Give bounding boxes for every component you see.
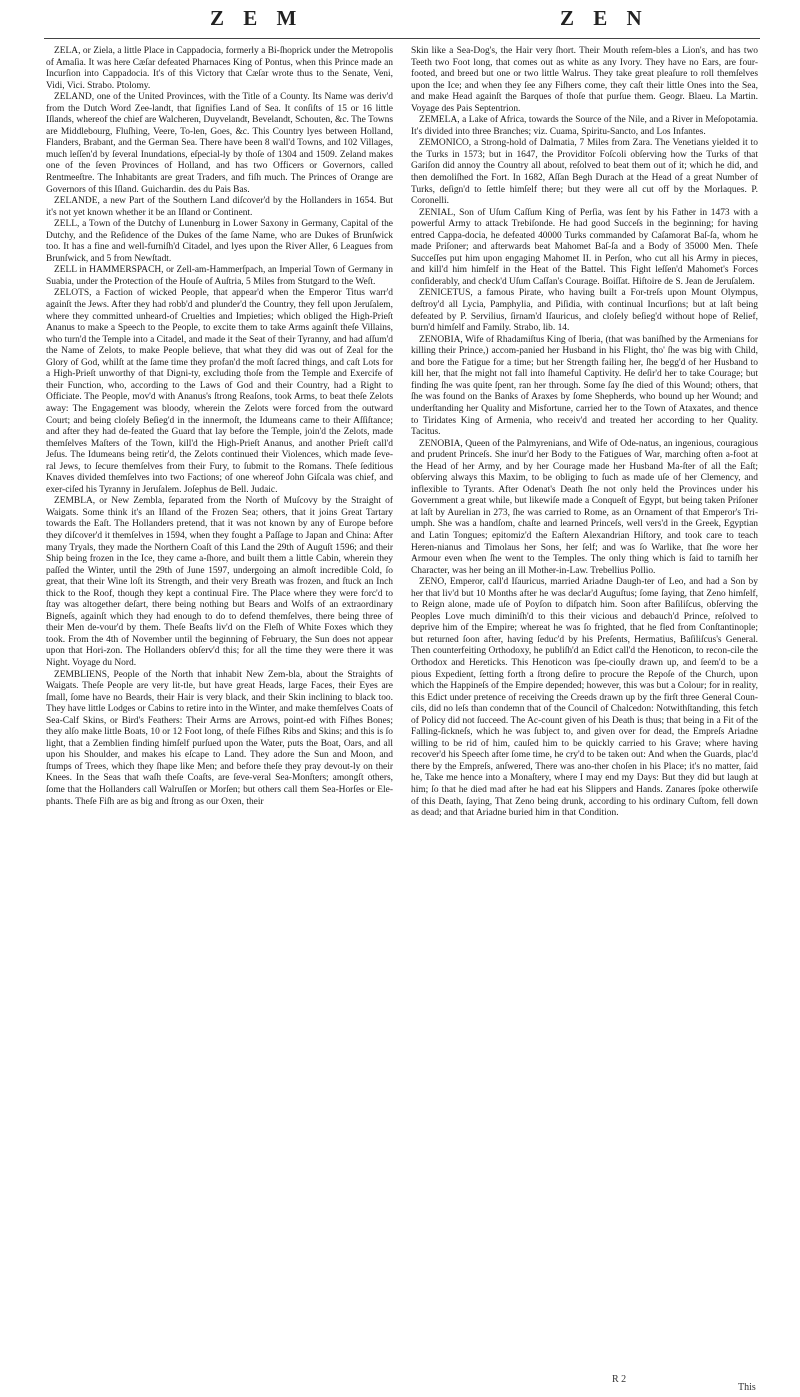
running-head bbox=[20, 6, 780, 32]
signature-mark: R 2 bbox=[612, 1374, 627, 1385]
entry-zembla: ZEMBLA, or New Zembla, ſeparated from the North of Muſcovy by the Straight of Waigats. Some think it's an Iſland of the Frozen Sea; others, that it joins Great Tartary towards the Eaſt. The Hollanders pretend, that it was not known by any of Europe before they diſcover'd it themſelves in 1594, when they fought a Paſſage to Japan and China: After many Tryals, they made the Northern Coaſt of this Land the 29th of Auguſt 1596; and their Ship being frozen in the Ice, they came a-ſhore, and built them a little Cabin, wherein they paſſed the Winter, until the 29th of June 1597, undergoing an almoſt incredible Cold, ſo great, that their Wine loſt its Strength, and their very Breath was frozen, and ſtuck an Inch thick to the Roof, though they kept a continual Fire. The Place where they were forc'd to ſtay was altogether deſart, there being nothing but Bears and Wolfs of an extraordinary Bigneſs, againſt which they had enough to do to defend themſelves, there being three of their Men de-vour'd by them. Theſe Beaſts liv'd on the Fleſh of White Foxes which they took. From the 4th of November until the beginning of February, the Sun does not appear upon that Hori-zon. The Hollanders obſerv'd this; for all the time they were there it was Night. Voyage du Nord. bbox=[46, 496, 393, 668]
entry-zembliens: ZEMBLIENS, People of the North that inhabit New Zem-bla, about the Straights of Waigats. Theſe People are very lit-tle, but have great Heads, large Faces, their Eyes are ſmall, ſome have no Beards, their Hair is very black, and their Skin inclining to black too. They have little Lodges or Cabins to retire into in the Winter, and make themſelves Coats of Sea-Calf Skins, or Bird's Feathers: Their Arms are Arrows, point-ed with Fiſhes Bones; they alſo make little Boats, 10 or 12 Foot long, of theſe Fiſhes Ribs and Skins; and this is ſo light, that a Zemblien finding himſelf purſued upon the Water, puts the Boat, Oars, and all upon his Shoulder, and makes his eſcape to Land. They adore the Sun and Moon, and ſtumps of Trees, which they ſhape like Men; and before theſe they pray devout-ly on their Knees. In the Seas that waſh theſe Coaſts, are ſeve-veral Sea-Monſters; amongſt others, ſome that the Hollanders call Walruſſen or Morſen; but others call them Sea-Horſes or Ele-phants. Theſe Fiſh are as big and ſtrong as our Oxen, their bbox=[46, 669, 393, 807]
entry-zelande: ZELANDE, a new Part of the Southern Land diſcover'd by the Hollanders in 1654. But it's not yet known whether it be an Iſland or Continent. bbox=[46, 196, 393, 218]
running-head-right: Z E N bbox=[560, 6, 649, 30]
entry-zeland: ZELAND, one of the United Provinces, with the Title of a County. Its Name was deriv'd from the Dutch Word Zee-landt, that ſignifies Land of Sea. It conſiſts of 15 or 16 little Iſlands, whereof the chief are Walcheren, Duyvelandt, Bevelandt, Schouten, &c. The Towns are Middlebourg, Fluſhing, Veere, To-len, Goes, &c. This Country lyes between Holland, Flanders, Brabant, and the German Sea. There have been 8 wall'd Towns, and 102 Villages, much leſſen'd by ſeveral Inundations, eſpecial-ly by thoſe of 1304 and 1509. Zeland makes one of the ſeven Provinces of Holland, and has two Officers or Governors, called Rentmeeſtre. The Inhabitants are great Traders, and fiſh much. The Princes of Orange are Governors of this Iſland. Guichardin. des du Pais Bas. bbox=[46, 92, 393, 195]
entry-zemonico: ZEMONICO, a Strong-hold of Dalmatia, 7 Miles from Zara. The Venetians yielded it to the Turks in 1573; but in 1647, the Providitor Foſcoli obſerving how the Turks of that Gariſon did annoy the Country all about, reſolved to beat them out of it; which he did, and then demoliſhed the Fort. In 1682, Aſſan Begh Durach at the Head of a great Number of Turks, deſign'd to ſettle himſelf there; but they were all cut off by the Morlaques. P. Coronelli. bbox=[411, 138, 758, 207]
entry-zenicetus: ZENICETUS, a famous Pirate, who having built a For-treſs upon Mount Olympus, deſtroy'd all Lycia, Pamphylia, and Piſidia, with continual Incurſions; but at laſt being defeated by P. Servilius, ſirnam'd Iſauricus, and cloſely beſieg'd without hope of Relief, burn'd himſelf and Family. Strabo, lib. 14. bbox=[411, 288, 758, 334]
entry-zemela: ZEMELA, a Lake of Africa, towards the Source of the Nile, and a River in Meſopotamia. It's divided into three Branches; viz. Cuama, Spiritu-Sancto, and Los Infantes. bbox=[411, 115, 758, 137]
catchword: This bbox=[738, 1382, 756, 1393]
left-column bbox=[46, 46, 393, 1372]
text-columns bbox=[46, 46, 758, 1372]
entry-zenobia-palmyra: ZENOBIA, Queen of the Palmyrenians, and Wife of Ode-natus, an ingenious, couragious and prudent Princeſs. She inur'd her Body to the Fatigues of War, marching often a-foot at the Head of her Army, and by her Courage made her Husband Ma-ſter of all the Eaſt; obſerving always this Maxim, to be obliging to ſuch as made uſe of her Clemency, and inflexible to Tyrants. After Odenat's Death ſhe not only held the Provinces under his Government a great while, but likewiſe made a Conqueſt of Egypt, but being taken Priſoner at laſt by Aurelian in 273, ſhe was carried to Rome, as an Ornament of that Emperor's Tri-umph. She was a handſom, chaſte and learned Princeſs, well vers'd in the Greek, Egyptian and Latin Tongues; epitomiz'd the Eaſtern Alexandrian Hiſtory, and took care to teach Heren-nianus and Timolaus her Sons, her ſelf; and was ſo Warlike, that ſhe wore her Armour even when ſhe went to the Temples. The only thing which is ſaid to tarniſh her Character, was her being an ill Mother-in-Law. Trebellius Pollio. bbox=[411, 438, 758, 576]
entry-zell: ZELL, a Town of the Dutchy of Lunenburg in Lower Saxony in Germany, Capital of the Dutchy, and the Reſidence of the Dukes of the ſame Name, who are Dukes of Brunſwick too. It has a fine and well-furniſh'd Citadel, and lyes upon the River Aller, 6 Leagues from Brunſwick, and 5 from Newſtadt. bbox=[46, 219, 393, 264]
right-column bbox=[411, 46, 758, 1372]
entry-zell-hammerspach: ZELL in HAMMERSPACH, or Zell-am-Hammerſpach, an Imperial Town of Germany in Suabia, under the Protection of the Houſe of Auſtria, 5 Miles from Stutgard to the Weſt. bbox=[46, 265, 393, 287]
entry-zela: ZELA, or Ziela, a little Place in Cappadocia, formerly a Bi-ſhoprick under the Metropolis of Amaſia. It was here Cæſar defeated Pharnaces King of Pontus, when this Prince made an Incurſion into Cappadocia. It's of this Victory that Cæſar wrote thus to the Senate, Veni, Vidi, Vici. Strabo. Ptolomy. bbox=[46, 46, 393, 91]
entry-zenial: ZENIAL, Son of Uſum Caſſum King of Perſia, was ſent by his Father in 1473 with a powerful Army to attack Trebiſonde. He had good Succeſs in the beginning; for having entred Cappa-docia, he defeated 40000 Turks commanded by Caſamorat Baſ-ſa, whom he made Priſoner; and afterwards beat Mahomet Baſ-ſa and a Body of 35000 Men. Theſe Succeſſes put him upon engaging Mahomet II. in Perſon, who cut all his Army in pieces, and kill'd him himſelf in the Heat of the Battel. This Fight leſſen'd Mahomet's Forces conſiderably, and check'd Uſum Caſſan's Courage. Boiſſat. Hiſtoire de S. Jean de Jeruſalem. bbox=[411, 207, 758, 287]
entry-zelots: ZELOTS, a Faction of wicked People, that appear'd when the Emperor Titus warr'd againſt the Jews. After they had robb'd and plunder'd the Country, they fell upon Jeruſalem, where they committed unheard-of Cruelties and Impieties; which obliged the High-Prieſt Ananus to make a Speech to the People, to excite them to take Arms againſt theſe Villains, who turn'd the Temple into a Citadel, and made it the Seat of their Tyranny, and had aſſum'd the Name of Zelots, to make People believe, that what they did was out of Zeal for the Glory of God, whilſt at the ſame time they profan'd the moſt ſacred things, and caſt Lots for a High-Prieſt unworthy of that Digni-ty, excluding thoſe from the Temple and Exercife of their Function, who, according to the Laws of God and their Country, had a Right to Officiate. The People, mov'd with Ananus's ſtrong Reaſons, took Arms, to beat theſe Zelots away: The Engagement was bloody, wherein the Zelots were forced from the outward Court; and being cloſely Beſieg'd in the innermoſt, the Idumeans came to their Aſſiſtance; and after they had de-feated the Guard that lay before the Temple, join'd the Zelots, made themſelves Maſters of the Town, kill'd the High-Prieſt Ananus, and another Prieſt call'd Jeſus. The Idumeans being retir'd, the Zelots continued their Violences, which made ſeve-ral Jews, to ſecure themſelves from their Fury, to ſubmit to the Romans. Theſe ſeditious Knaves divided themſelves into two Factions; of one whereof John Giſcala was chief, and exer-ciſed his Tyranny in Jeruſalem. Joſephus de Bell. Judaic. bbox=[46, 288, 393, 495]
running-head-left: Z E M bbox=[210, 6, 304, 30]
entry-zeno: ZENO, Emperor, call'd Iſauricus, married Ariadne Daugh-ter of Leo, and had a Son by her that liv'd but 10 Months after he was declar'd Auguſtus; ſome ſaying, that Zeno himſelf, to Reign alone, made uſe of Poyſon to diſpatch him. Soon after Baſiliſcus, obſerving the Peoples Love much diminiſh'd to this their vicious and debauch'd Prince, reſolved to deprive him of the Empire; whereat he was ſo frighted, that he fled from Conſtantinople; but returned ſoon after, having ſeduc'd by his Preſents, Hermatius, Baſiliſcus's General. Then counterfeiting Orthodoxy, he publiſh'd an Edict call'd the Henoticon, to recon-cile the Orthodox and Hereticks. This Henoticon was ſpe-ciouſly drawn up, and ſeem'd to be a pious Expedient, ſetting forth a ſtrong deſire to procure the Repoſe of the Church, upon which the Happineſs of the Empire depended; however, this was but a Colour; for in reality, this Edict under pretence of receiving the Creeds drawn up by the firſt three General Coun-cils, did no leſs than condemn that of the Council of Chalcedon: Notwithſtanding, this fetch of Policy did not ſucceed. The Ac-count given of his Death is thus; that being in a Fit of the Falling-ſickneſs, which he was ſubject to, and given over for dead, the Empreſs Ariadne willing to be rid of him, cauſed him to be quickly carried to his Grave; where having recover'd his Speech after ſome time, he cry'd to be taken out: And when the Guards, plac'd there by the Empreſs, anſwered, There was ano-ther choſen in his Place; it's no matter, ſaid he, Take me hence into a Monaſtery, where I may end my Days: But they did but laugh at him; ſo that he died mad after he had eat his Slippers and Hands. Zanares ſpoke otherwiſe of this Death, ſaying, That Zeno being drunk, according to his ordinary Cuſtom, fell down as dead; and that Ariadne buried him in that Condition. bbox=[411, 577, 758, 819]
entry-zenobia-iberia: ZENOBIA, Wife of Rhadamiſtus King of Iberia, (that was baniſhed by the Armenians for killing their Prince,) accom-panied her Husband in his Flight, tho' ſhe was big with Child, and bore the Fatigue for a time; but her Strength failing her, ſhe begg'd of her Husband to kill her, that ſhe might not fall into ſhameful Captivity. He deſir'd her to take Courage; but finding ſhe was quite ſpent, ran her through. Some ſay ſhe died of this Wound; others, that ſhe was found on the Banks of Araxes by ſome Shepherds, who bound up her Wound; and underſtanding her Quality and Misfortune, carried her to the Town of Ataxates, and thence to Tiridates King of Armenia, who receiv'd and treated her according to her Quality. Tacitus. bbox=[411, 334, 758, 438]
entry-zembliens-continued: Skin like a Sea-Dog's, the Hair very ſhort. Their Mouth reſem-bles a Lion's, and has two Teeth two Foot long, that comes out as white as any Ivory. They have no Ears, are four-footed, and breed but one or two little Walrus. They take great pleaſure to roll themſelves upon the Ice; and when they ſee any Fiſhers come, they caſt their little Ones into the Sea, and make Head againſt the Barques of thoſe that purſue them. Geogr. Blaeu. La Martin. Voyage des Pais Septentrion. bbox=[411, 46, 758, 114]
header-rule bbox=[44, 38, 760, 39]
